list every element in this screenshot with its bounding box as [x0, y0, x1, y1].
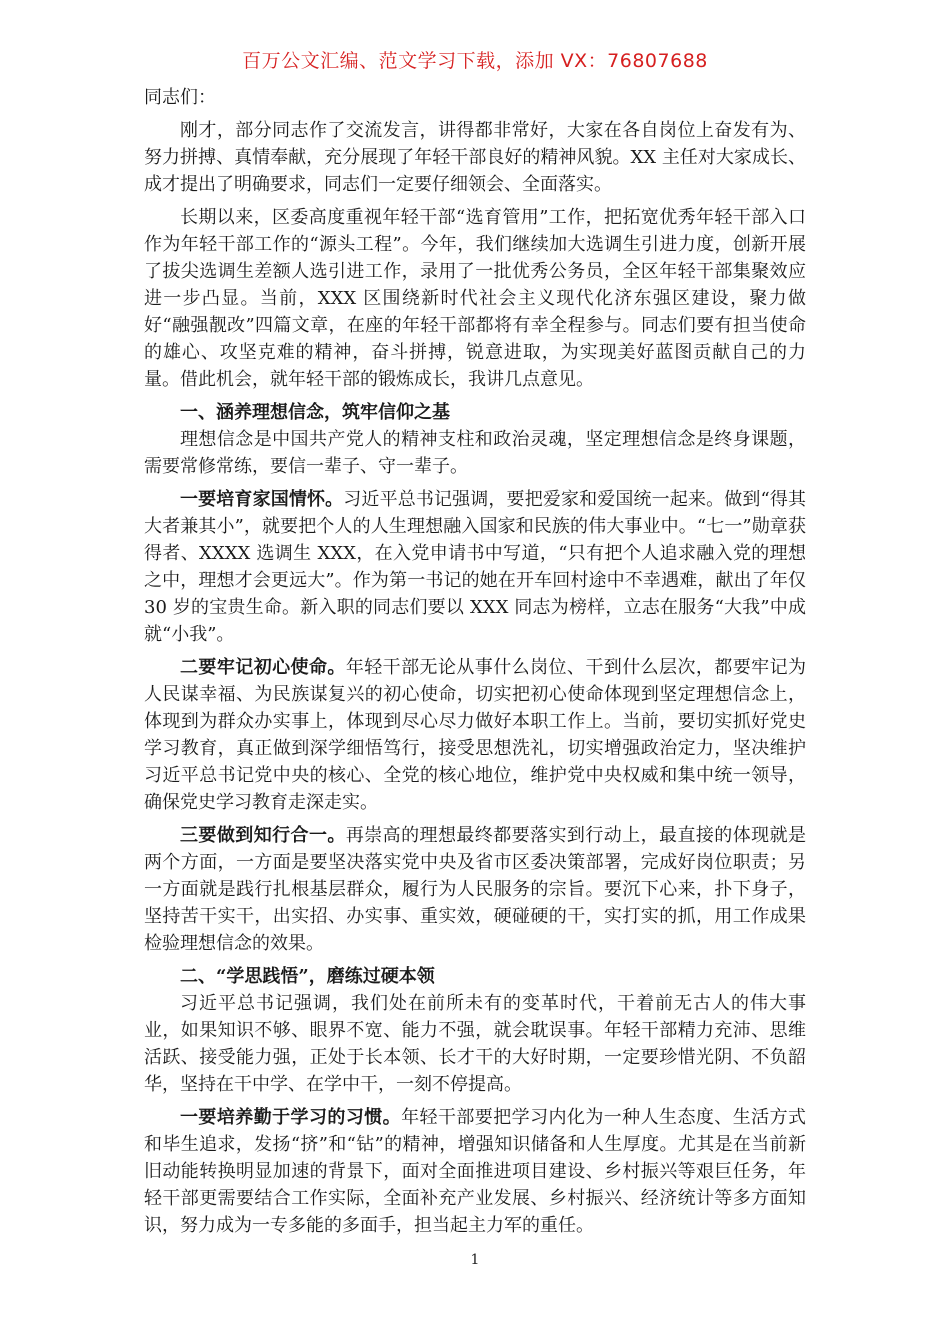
point-text: 习近平总书记强调，要把爱家和爱国统一起来。做到“得其大者兼其小”，就要把个人的人生理想融入国家和民族的伟大事业中。“七一”勋章获得者、XXXX 选调生 XXX，在入党申请书中写道，“只有把个人追求融入党的理想之中，理想才会更远大”。作为第一书记的她在开车回村途中不幸遇难，献出了年仅 30 岁的宝贵生命。新入职的同志们要以 XXX 同志为榜样，立志在服务“大我”中成就“小我”。 [144, 489, 807, 645]
point-lead: 一要培育家国情怀。 [180, 489, 344, 510]
paragraph-point-3 [144, 822, 806, 957]
document-body [144, 84, 806, 1239]
point-text: 年轻干部无论从事什么岗位、干到什么层次，都要牢记为人民谋幸福、为民族谋复兴的初心使命，切实把初心使命体现到坚定理想信念上，体现到为群众办实事上，体现到尽心尽力做好本职工作上。当前，要切实抓好党史学习教育，真正做到深学细悟笃行，接受思想洗礼，切实增强政治定力，坚决维护习近平总书记党中央的核心、全党的核心地位，维护党中央权威和集中统一领导，确保党史学习教育走深走实。 [144, 657, 807, 813]
point-lead: 二要牢记初心使命。 [180, 657, 346, 678]
page-number: 1 [470, 1252, 480, 1268]
paragraph-section2-intro: 习近平总书记强调，我们处在前所未有的变革时代，干着前无古人的伟大事业，如果知识不够、眼界不宽、能力不强，就会耽误事。年轻干部精力充沛、思维活跃、接受能力强，正处于长本领、长才干的大好时期，一定要珍惜光阴、不负韶华，坚持在干中学、在学中干，一刻不停提高。 [144, 993, 806, 1095]
section-heading-2: 二、“学思践悟”，磨练过硬本领 [180, 966, 435, 987]
section-heading-1: 一、涵养理想信念，筑牢信仰之基 [180, 402, 450, 423]
paragraph-point-2 [144, 654, 806, 816]
paragraph-background: 长期以来，区委高度重视年轻干部“选育管用”工作，把拓宽优秀年轻干部入口作为年轻干部工作的“源头工程”。今年，我们继续加大选调生引进力度，创新开展了拔尖选调生差额人选引进工作，录用了一批优秀公务员，全区年轻干部集聚效应进一步凸显。当前，XXX 区围绕新时代社会主义现代化济东强区建设，聚力做好“融强靓改”四篇文章，在座的年轻干部都将有幸全程参与。同志们要有担当使命的雄心、攻坚克难的精神，奋斗拼搏，锐意进取，为实现美好蓝图贡献自己的力量。借此机会，就年轻干部的锻炼成长，我讲几点意见。 [144, 207, 806, 390]
watermark-banner: 百万公文汇编、范文学习下载，添加 VX：76807688 [242, 50, 708, 72]
paragraph-point-4 [144, 1104, 806, 1239]
point-lead: 三要做到知行合一。 [180, 825, 346, 846]
point-text: 年轻干部要把学习内化为一种人生态度、生活方式和毕生追求，发扬“挤”和“钻”的精神，增强知识储备和人生厚度。尤其是在当前新旧动能转换明显加速的背景下，面对全面推进项目建设、乡村振兴等艰巨任务，年轻干部更需要结合工作实际，全面补充产业发展、乡村振兴、经济统计等多方面知识，努力成为一专多能的多面手，担当起主力军的重任。 [144, 1107, 807, 1236]
salutation: 同志们： [144, 87, 216, 108]
paragraph-point-1 [144, 486, 806, 648]
paragraph-opening: 刚才，部分同志作了交流发言，讲得都非常好，大家在各自岗位上奋发有为、努力拼搏、真情奉献，充分展现了年轻干部良好的精神风貌。XX 主任对大家成长、成才提出了明确要求，同志们一定要仔细领会、全面落实。 [144, 120, 806, 195]
paragraph-section1-intro: 理想信念是中国共产党人的精神支柱和政治灵魂，坚定理想信念是终身课题，需要常修常练，要信一辈子、守一辈子。 [144, 429, 806, 477]
point-text: 再崇高的理想最终都要落实到行动上，最直接的体现就是两个方面，一方面是要坚决落实党中央及省市区委决策部署，完成好岗位职责；另一方面就是践行扎根基层群众，履行为人民服务的宗旨。要沉下心来，扑下身子，坚持苦干实干，出实招、办实事、重实效，硬碰硬的干，实打实的抓，用工作成果检验理想信念的效果。 [144, 825, 807, 954]
point-lead: 一要培养勤于学习的习惯。 [180, 1107, 402, 1128]
